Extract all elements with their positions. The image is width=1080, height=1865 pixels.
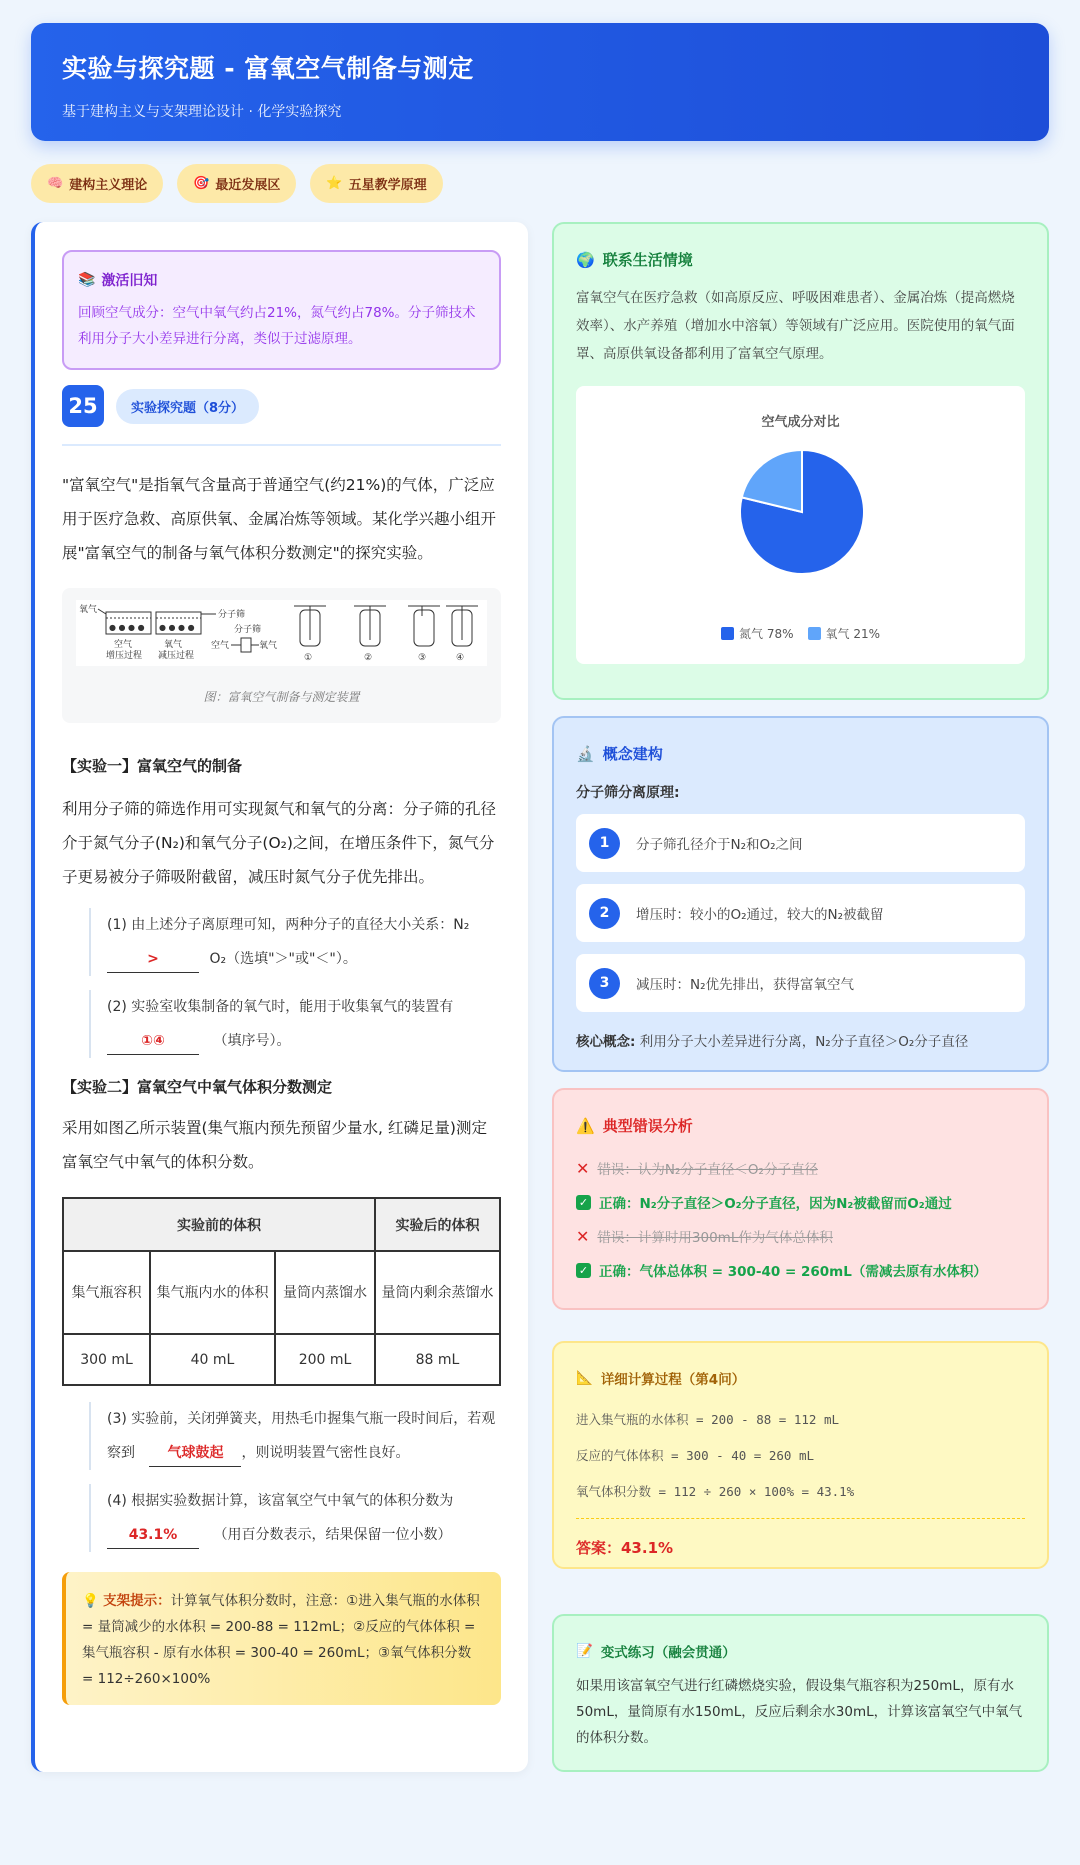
figure-label: 氧气 xyxy=(164,640,183,650)
legend-label: 氧气 21% xyxy=(825,627,880,641)
sub-question-2 xyxy=(89,990,501,1058)
question-intro: "富氧空气"是指氧气含量高于普通空气(约21%)的气体，广泛应用于医疗急救、高原供氧、金属冶炼等领域。某化学兴趣小组开展"富氧空气的制备与氧气体积分数测定"的探究实验。 xyxy=(62,476,497,562)
exp1-body: 利用分子筛的筛选作用可实现氮气和氧气的分离：分子筛的孔径介于氮气分子(N₂)和氧气分子(O₂)之间，在增压条件下，氮气分子更易被分子筛吸附截留，减压时氮气分子优先排出。 xyxy=(62,800,497,886)
correct-text: 正确：N₂分子直径＞O₂分子直径，因为N₂被截留而O₂通过 xyxy=(599,1196,952,1212)
core-concept xyxy=(576,1030,1025,1050)
svg-text:● ● ● ●: ● ● ● ● xyxy=(109,623,145,632)
typical-errors-card xyxy=(552,1088,1049,1310)
books-icon: 📚 xyxy=(78,272,96,288)
calc-line: 氧气体积分数 = 112 ÷ 260 × 100% = 43.1% xyxy=(576,1484,855,1499)
table-header-cell: 集气瓶容积 xyxy=(63,1251,150,1334)
table-group-header: 实验前的体积 xyxy=(63,1198,375,1251)
figure-label: 增压过程 xyxy=(106,651,143,661)
step-number: 2 xyxy=(589,898,620,929)
table-header-cell: 量筒内蒸馏水 xyxy=(275,1251,375,1334)
svg-text:● ● ● ●: ● ● ● ● xyxy=(159,623,195,632)
q4-prompt: (4) 根据实验数据计算，该富氧空气中氧气的体积分数为 xyxy=(107,1493,454,1509)
check-icon: ✓ xyxy=(576,1263,591,1278)
error-item xyxy=(576,1158,1025,1178)
figure-label: 氧气 xyxy=(79,605,98,615)
tag-zpd[interactable] xyxy=(177,164,296,203)
exp2-body: 采用如图乙所示装置(集气瓶内预先预留少量水, 红磷足量)测定富氧空气中氧气的体积分数。 xyxy=(62,1119,487,1171)
cross-icon: ✕ xyxy=(576,1158,590,1178)
life-context-card xyxy=(552,222,1049,700)
life-title: 联系生活情境 xyxy=(602,251,693,269)
lightbulb-icon: 💡 xyxy=(82,1593,99,1609)
table-value-cell: 300 mL xyxy=(63,1334,150,1385)
correct-text: 正确：气体总体积 = 300-40 = 260mL（需减去原有水体积） xyxy=(599,1264,987,1280)
error-item xyxy=(576,1226,1025,1246)
tag-label: 最近发展区 xyxy=(215,178,281,193)
core-text: 利用分子大小差异进行分离，N₂分子直径＞O₂分子直径 xyxy=(639,1034,969,1050)
page-title: 实验与探究题 - 富氧空气制备与测定 xyxy=(62,54,474,83)
calc-line: 进入集气瓶的水体积 = 200 - 88 = 112 mL xyxy=(576,1412,840,1427)
correct-item xyxy=(576,1260,1025,1280)
brain-icon: 🧠 xyxy=(47,176,64,191)
page-header xyxy=(31,23,1049,141)
page-subtitle: 基于建构主义与支架理论设计 · 化学实验探究 xyxy=(62,104,342,120)
figure-label: ① xyxy=(304,653,313,663)
exp2-title: 【实验二】富氧空气中氧气体积分数测定 xyxy=(62,1078,333,1096)
pie-chart xyxy=(576,430,1029,600)
table-header-cell: 集气瓶内水的体积 xyxy=(150,1251,275,1334)
divider xyxy=(62,444,501,446)
q3-prompt: (3) 实验前，关闭弹簧夹，用热毛巾握集气瓶一段时间后，若观察到 xyxy=(107,1411,496,1461)
scaffold-hint xyxy=(62,1572,501,1705)
calc-line: 反应的气体体积 = 300 - 40 = 260 mL xyxy=(576,1448,815,1463)
activate-body: 回顾空气成分：空气中氧气约占21%，氮气约占78%。分子筛技术利用分子大小差异进行分离，类似于过滤原理。 xyxy=(78,305,476,347)
practice-card xyxy=(552,1614,1049,1772)
figure-label: ④ xyxy=(456,653,465,663)
hint-label: 支架提示： xyxy=(103,1593,171,1609)
figure-label: 空气 xyxy=(114,640,133,650)
table-group-header: 实验后的体积 xyxy=(375,1198,500,1251)
q3-suffix: ，则说明装置气密性良好。 xyxy=(241,1445,410,1461)
figure-label: 分子筛 xyxy=(234,625,262,635)
table-value-cell: 200 mL xyxy=(275,1334,375,1385)
air-composition-chart xyxy=(576,386,1025,664)
legend-label: 氮气 78% xyxy=(739,627,794,641)
target-icon: 🎯 xyxy=(193,176,210,191)
core-label: 核心概念: xyxy=(576,1034,636,1050)
table-header-cell: 量筒内剩余蒸馏水 xyxy=(375,1251,500,1334)
table-value-cell: 88 mL xyxy=(375,1334,500,1385)
sub-question-3 xyxy=(89,1402,501,1470)
q1-prompt: (1) 由上述分子离原理可知，两种分子的直径大小关系：N₂ xyxy=(107,917,470,933)
calc-title: 详细计算过程（第4问） xyxy=(600,1372,746,1388)
apparatus-figure xyxy=(62,588,501,723)
question-header xyxy=(62,385,501,427)
tag-list xyxy=(31,164,443,203)
concept-step xyxy=(576,954,1025,1012)
tag-constructivism[interactable] xyxy=(31,164,163,203)
concept-step xyxy=(576,884,1025,942)
cross-icon: ✕ xyxy=(576,1226,590,1246)
microscope-icon: 🔬 xyxy=(576,744,595,763)
q1-answer[interactable]: > xyxy=(107,946,199,973)
q4-answer[interactable]: 43.1% xyxy=(107,1522,199,1549)
step-number: 1 xyxy=(589,828,620,859)
figure-label: 分子筛 xyxy=(218,610,246,620)
tag-five-star[interactable] xyxy=(310,164,442,203)
q2-suffix: （填序号）。 xyxy=(213,1033,291,1049)
step-text: 分子筛孔径介于N₂和O₂之间 xyxy=(636,837,803,853)
calc-answer: 答案：43.1% xyxy=(576,1539,674,1557)
practice-body: 如果用该富氧空气进行红磷燃烧实验，假设集气瓶容积为250mL，原有水50mL，量筒原有水150mL，反应后剩余水30mL，计算该富氧空气中氧气的体积分数。 xyxy=(576,1678,1023,1746)
memo-icon: 📝 xyxy=(576,1643,593,1659)
figure-label: 空气 xyxy=(211,641,230,651)
step-text: 增压时：较小的O₂通过，较大的N₂被截留 xyxy=(636,907,884,923)
figure-label: ③ xyxy=(418,653,427,663)
q3-answer[interactable]: 气球鼓起 xyxy=(149,1440,241,1467)
life-body: 富氧空气在医疗急救（如高原反应、呼吸困难患者）、金属冶炼（提高燃烧效率）、水产养殖（增加水中溶氧）等领域有广泛应用。医院使用的氧气面罩、高原供氧设备都利用了富氧空气原理。 xyxy=(576,290,1015,362)
error-text: 错误：计算时用300mL作为气体总体积 xyxy=(597,1230,833,1246)
figure-label: 氧气 xyxy=(259,641,278,651)
check-icon: ✓ xyxy=(576,1195,591,1210)
apparatus-diagram xyxy=(76,600,487,666)
figure-label: 减压过程 xyxy=(158,651,195,661)
chart-legend xyxy=(576,625,1025,642)
q4-suffix: （用百分数表示，结果保留一位小数） xyxy=(213,1527,452,1543)
tag-label: 五星教学原理 xyxy=(348,178,427,193)
ruler-icon: 📐 xyxy=(576,1370,593,1386)
activate-prior-knowledge xyxy=(62,250,501,370)
step-number: 3 xyxy=(589,968,620,999)
sub-question-4 xyxy=(89,1484,501,1552)
legend-item-oxygen[interactable] xyxy=(808,625,881,642)
practice-title: 变式练习（融会贯通） xyxy=(600,1645,736,1661)
globe-icon: 🌍 xyxy=(576,250,595,269)
activate-title: 激活旧知 xyxy=(101,273,158,289)
concept-title: 概念建构 xyxy=(602,745,663,763)
q1-suffix: O₂（选填"＞"或"＜"）。 xyxy=(209,951,357,967)
figure-label: ② xyxy=(364,653,373,663)
q2-prompt: (2) 实验室收集制备的氧气时，能用于收集氧气的装置有 xyxy=(107,999,454,1015)
concept-subtitle: 分子筛分离原理: xyxy=(576,785,680,801)
hint-body: 计算氧气体积分数时，注意：①进入集气瓶的水体积 = 量筒减少的水体积 = 200-88 = 112mL；②反应的气体体积 = 集气瓶容积 - 原有水体积 = 300-40 = 260mL；③氧气体积分数 = 112÷260×100% xyxy=(82,1593,480,1687)
figure-caption: 图：富氧空气制备与测定装置 xyxy=(203,690,360,704)
sub-question-1 xyxy=(89,908,501,976)
warning-icon: ⚠️ xyxy=(576,1116,595,1135)
step-text: 减压时：N₂优先排出，获得富氧空气 xyxy=(636,977,855,993)
divider xyxy=(576,1518,1025,1519)
errors-title: 典型错误分析 xyxy=(602,1117,693,1135)
question-panel xyxy=(31,222,528,1772)
exp1-title: 【实验一】富氧空气的制备 xyxy=(62,757,243,775)
concept-step xyxy=(576,814,1025,872)
calculation-card xyxy=(552,1341,1049,1569)
q2-answer[interactable]: ①④ xyxy=(107,1028,199,1055)
star-icon: ⭐ xyxy=(326,176,343,191)
data-table xyxy=(62,1197,501,1386)
question-number: 25 xyxy=(62,385,104,427)
concept-card xyxy=(552,716,1049,1072)
correct-item xyxy=(576,1192,1025,1212)
table-value-cell: 40 mL xyxy=(150,1334,275,1385)
legend-item-nitrogen[interactable] xyxy=(721,625,794,642)
question-type-badge: 实验探究题（8分） xyxy=(116,389,259,424)
chart-title: 空气成分对比 xyxy=(761,415,840,430)
tag-label: 建构主义理论 xyxy=(69,178,148,193)
error-text: 错误：认为N₂分子直径＜O₂分子直径 xyxy=(597,1162,818,1178)
